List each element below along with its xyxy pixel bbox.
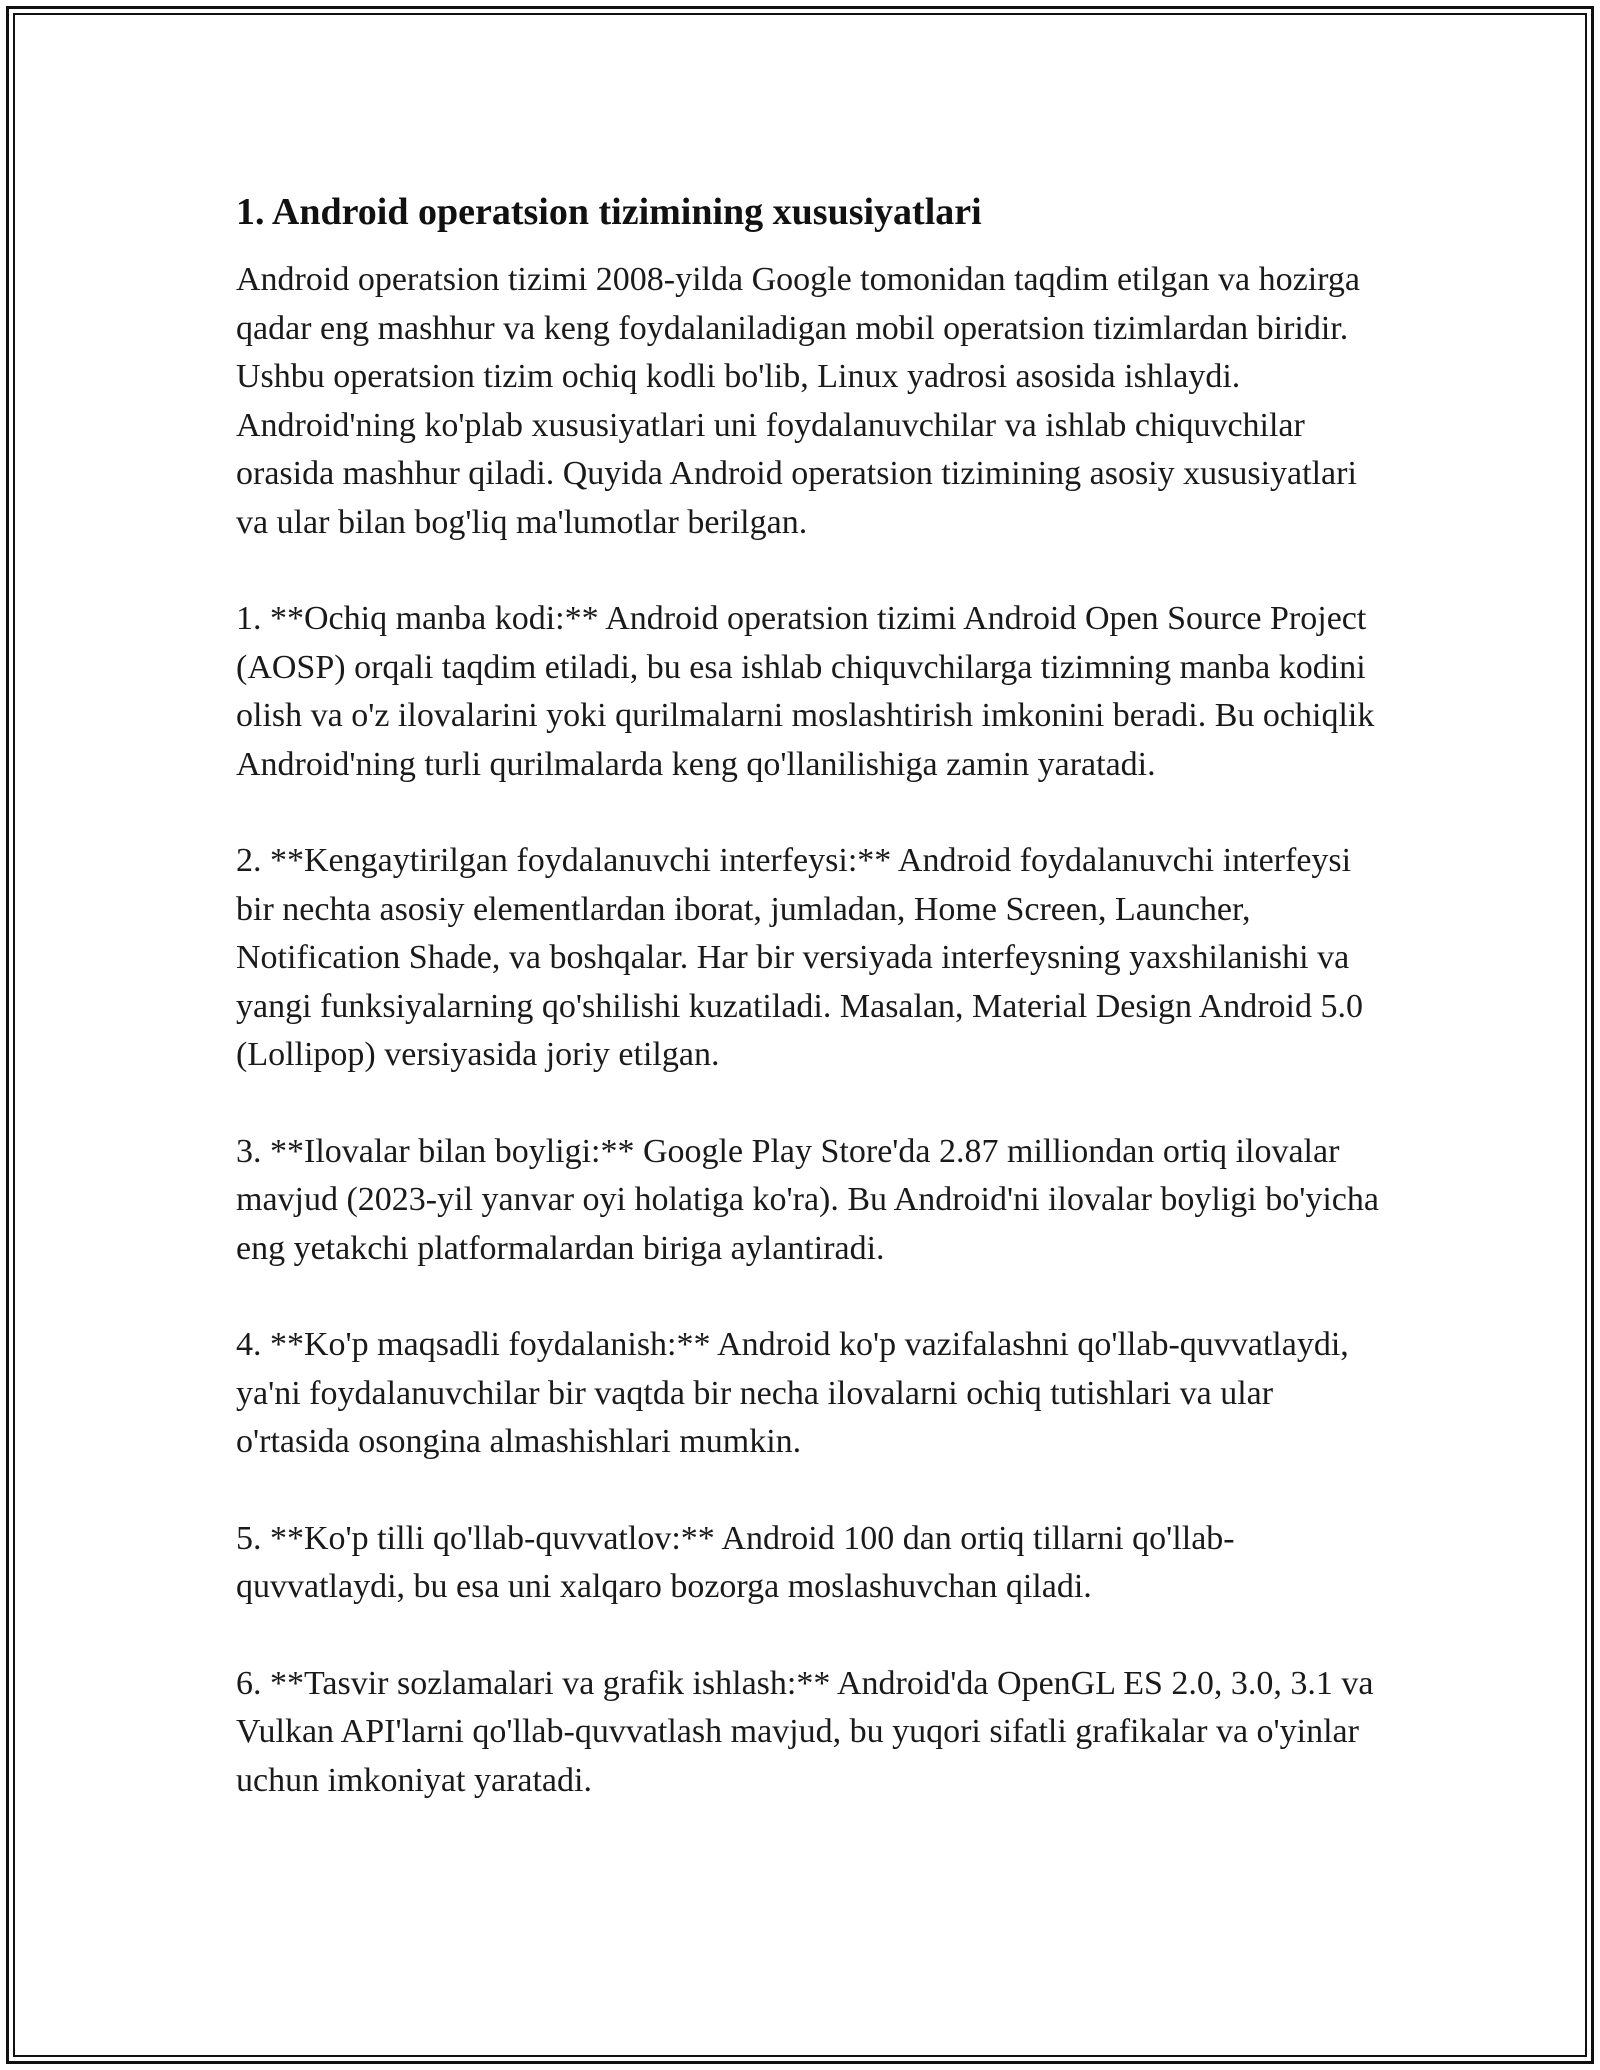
feature-paragraph-open-source: 1. **Ochiq manba kodi:** Android operatsion tizimi Android Open Source Project (AOSP) orqali taqdim etiladi, bu esa ishlab chiquvchilarga tizimning manba kodini olish va o'z ilovalarini yoki qurilmalarni moslashtirish imkonini beradi. Bu ochiqlik Android'ning turli qurilmalarda keng qo'llanilishiga zamin yaratadi. (236, 600, 1375, 783)
section-heading: 1. Android operatsion tizimining xususiyatlari (236, 191, 982, 233)
feature-paragraph-multitasking: 4. **Ko'p maqsadli foydalanish:** Android ko'p vazifalashni qo'llab-quvvatlaydi, ya'ni foydalanuvchilar bir vaqtda bir necha ilovalarni ochiq tutishlari va ular o'rtasida osongina almashishlari mumkin. (236, 1326, 1349, 1460)
feature-paragraph-graphics: 6. **Tasvir sozlamalari va grafik ishlash:** Android'da OpenGL ES 2.0, 3.0, 3.1 va Vulkan API'larni qo'llab-quvvatlash mavjud, bu yuqori sifatli grafikalar va o'yinlar uchun imkoniyat yaratadi. (236, 1664, 1374, 1799)
feature-paragraph-languages: 5. **Ko'p tilli qo'llab-quvvatlov:** Android 100 dan ortiq tillarni qo'llab-quvvatlaydi, bu esa uni xalqaro bozorga moslashuvchan qiladi. (236, 1519, 1235, 1605)
feature-paragraph-user-interface: 2. **Kengaytirilgan foydalanuvchi interfeysi:** Android foydalanuvchi interfeysi bir nechta asosiy elementlardan iborat, jumladan, Home Screen, Launcher, Notification Shade, va boshqalar. Har bir versiyada interfeysning yaxshilanishi va yangi funksiyalarning qo'shilishi kuzatiladi. Masalan, Material Design Android 5.0 (Lollipop) versiyasida joriy etilgan. (236, 842, 1363, 1073)
feature-paragraph-apps: 3. **Ilovalar bilan boyligi:** Google Play Store'da 2.87 milliondan ortiq ilovalar mavjud (2023-yil yanvar oyi holatiga ko'ra). Bu Android'ni ilovalar boyligi bo'yicha eng yetakchi platformalardan biriga aylantiradi. (236, 1132, 1379, 1267)
document-body (236, 186, 1386, 1853)
intro-paragraph: Android operatsion tizimi 2008-yilda Google tomonidan taqdim etilgan va hozirga qadar eng mashhur va keng foydalaniladigan mobil operatsion tizimlardan biridir. Ushbu operatsion tizim ochiq kodli bo'lib, Linux yadrosi asosida ishlaydi. Android'ning ko'plab xususiyatlari uni foydalanuvchilar va ishlab chiquvchilar orasida mashhur qiladi. Quyida Android operatsion tizimining asosiy xususiyatlari va ular bilan bog'liq ma'lumotlar berilgan. (236, 261, 1360, 541)
